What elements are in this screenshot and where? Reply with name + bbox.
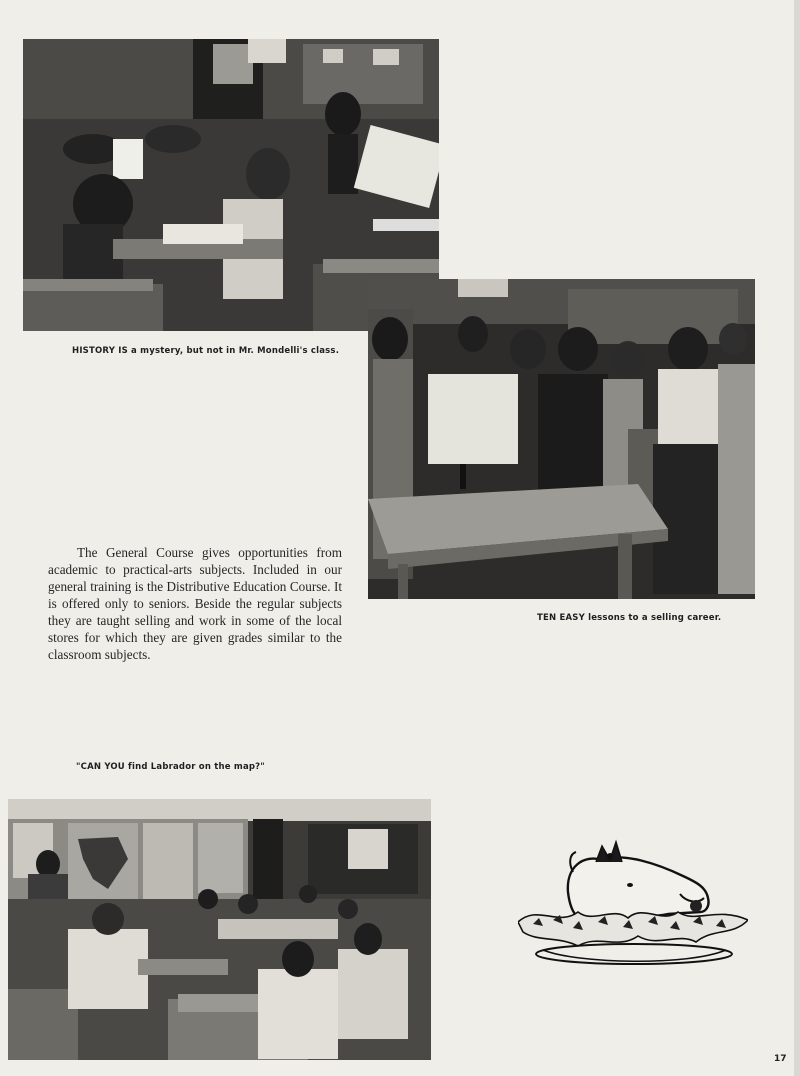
selling-photo-caption: TEN EASY lessons to a selling career. bbox=[537, 613, 722, 623]
page-edge bbox=[794, 0, 800, 1076]
history-photo-caption: HISTORY IS a mystery, but not in Mr. Mondelli's class. bbox=[72, 346, 340, 356]
body-text bbox=[48, 544, 342, 663]
body-paragraph: The General Course gives opportunities from academic to practical-arts subjects. Included in our general training is the Distributive Education Course. It is offered only to seniors. Beside the regular subjects they are taught selling and work in some of the local stores for which they are given grades similar to the classroom subjects. bbox=[48, 545, 342, 662]
map-class-photo bbox=[8, 799, 431, 1060]
roast-pig-illustration bbox=[518, 832, 748, 966]
map-photo-caption: "CAN YOU find Labrador on the map?" bbox=[76, 762, 265, 772]
page-number: 17 bbox=[774, 1054, 787, 1064]
selling-lesson-photo bbox=[368, 279, 755, 599]
